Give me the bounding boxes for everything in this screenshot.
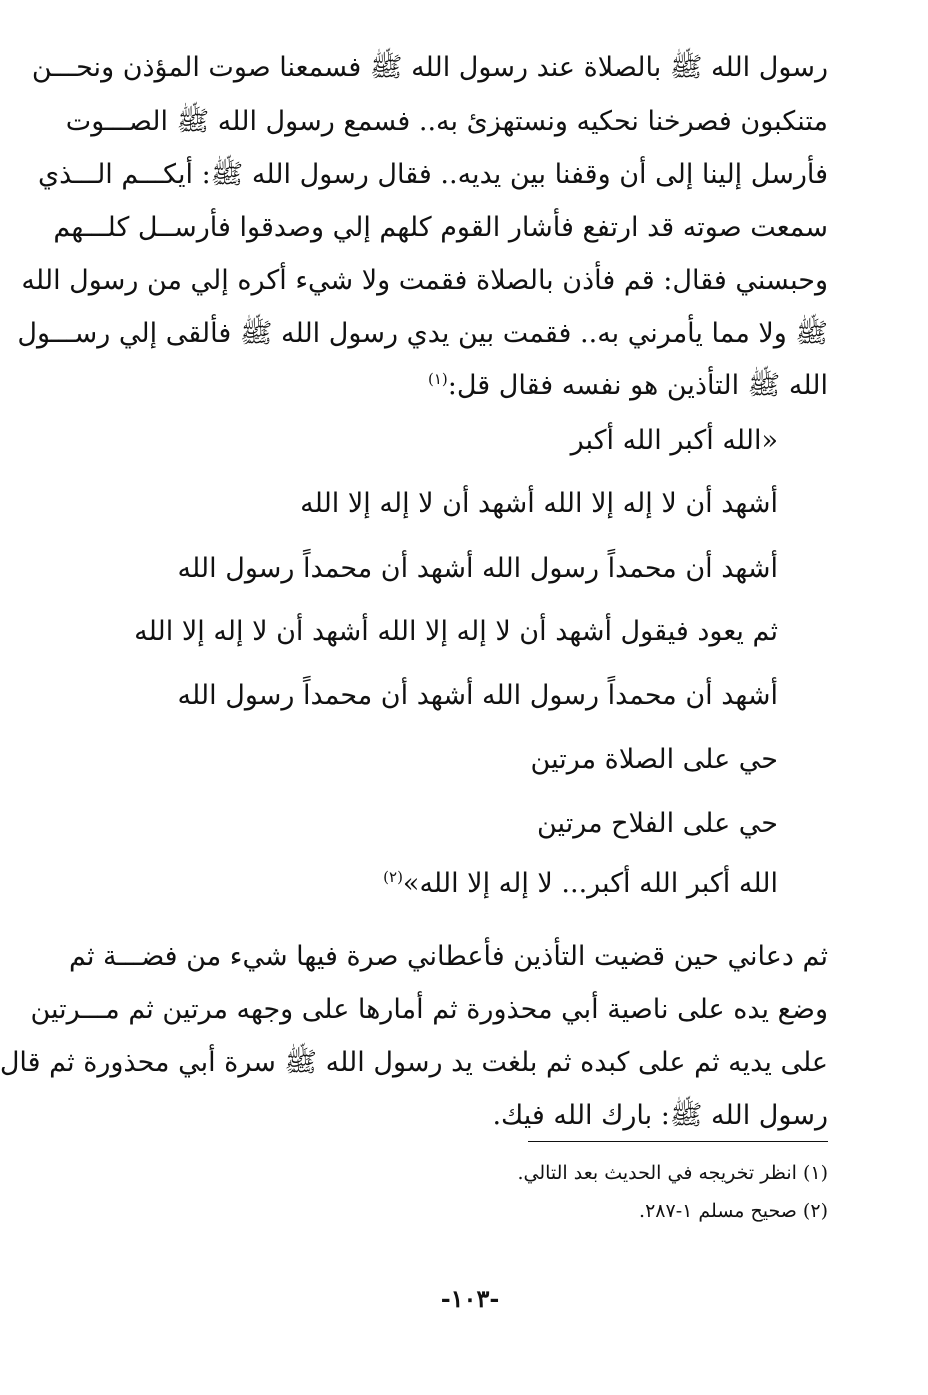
page-number: -١٠٣- [440, 1284, 500, 1313]
paragraph-line: ﷺ ولا مما يأمرني به.. فقمت بين يدي رسول الله ﷺ فألقى إلي رســـول [17, 318, 828, 349]
paragraph-line: رسول الله ﷺ: بارك الله فيك. [492, 1100, 828, 1131]
footnote-ref-2: (٢) [383, 868, 403, 886]
footnote-2: (٢) صحيح مسلم ١-٢٨٧. [639, 1200, 828, 1222]
adhan-line: أشهد أن محمداً رسول الله أشهد أن محمداً رسول الله [177, 553, 778, 584]
paragraph-line-text: الله ﷺ التأذين هو نفسه فقال قل: [447, 370, 828, 401]
paragraph-line: ثم دعاني حين قضيت التأذين فأعطاني صرة فيها شيء من فضـــة ثم [68, 941, 828, 972]
paragraph-line [110, 366, 828, 406]
paragraph-line: متنكبون فصرخنا نحكيه ونستهزئ به.. فسمع رسول الله ﷺ الصـــوت [65, 106, 828, 137]
adhan-line: «الله أكبر الله أكبر [570, 425, 778, 456]
adhan-line: أشهد أن محمداً رسول الله أشهد أن محمداً رسول الله [177, 680, 778, 711]
adhan-line: حي على الصلاة مرتين [530, 744, 778, 775]
adhan-line: أشهد أن لا إله إلا الله أشهد أن لا إله إلا الله [300, 488, 778, 519]
footnote-ref-1: (١) [427, 370, 448, 388]
paragraph-line: على يديه ثم على كبده ثم بلغت يد رسول الله ﷺ سرة أبي محذورة ثم قال [0, 1047, 828, 1078]
paragraph-line: وضع يده على ناصية أبي محذورة ثم أمارها على وجهه مرتين ثم مـــرتين [30, 994, 828, 1025]
paragraph-line: فأرسل إلينا إلى أن وقفنا بين يديه.. فقال رسول الله ﷺ: أيكـــم الـــذي [38, 159, 828, 190]
adhan-line: ثم يعود فيقول أشهد أن لا إله إلا الله أشهد أن لا إله إلا الله [134, 616, 778, 647]
adhan-line-text: الله أكبر الله أكبر... لا إله إلا الله» [402, 868, 778, 899]
adhan-line: حي على الفلاح مرتين [537, 808, 778, 839]
adhan-line [110, 864, 778, 904]
paragraph-line: رسول الله ﷺ بالصلاة عند رسول الله ﷺ فسمعنا صوت المؤذن ونحـــن [31, 52, 828, 83]
paragraph-line: سمعت صوته قد ارتفع فأشار القوم كلهم إلي وصدقوا فأرســل كلـــهم [53, 212, 828, 243]
footnote-separator [528, 1141, 828, 1142]
paragraph-line: وحبسني فقال: قم فأذن بالصلاة فقمت ولا شيء أكره إلي من رسول الله [21, 265, 828, 296]
footnote-1: (١) انظر تخريجه في الحديث بعد التالي. [517, 1162, 828, 1184]
